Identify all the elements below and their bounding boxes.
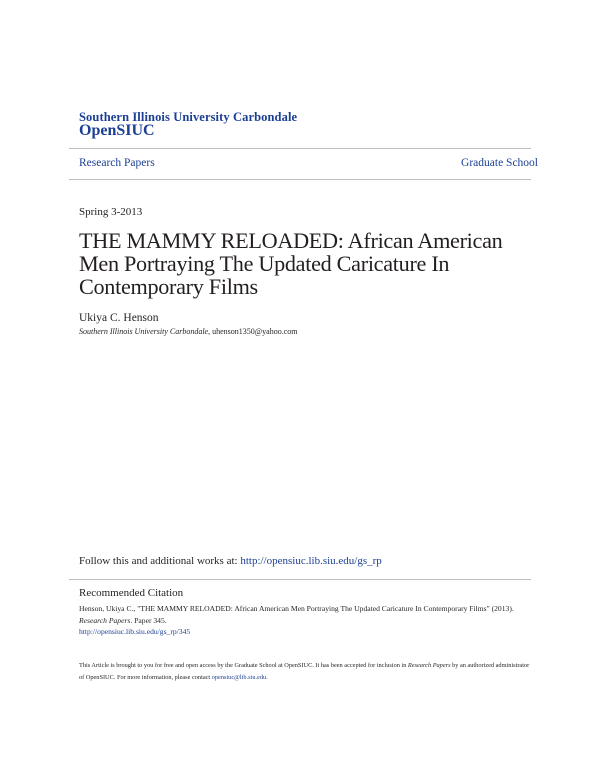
nav-divider [69,179,531,180]
citation-text [79,603,531,638]
follow-line [79,555,382,567]
institution-name: Southern Illinois University Carbondale [79,110,298,124]
notice-text-3: . [266,673,268,681]
citation-paper-number: . Paper 345. [130,615,167,625]
paper-title: THE MAMMY RELOADED: African American Men Portraying The Updated Caricature In Contemporary Films [79,228,503,299]
research-papers-link[interactable]: Research Papers [79,157,155,169]
graduate-school-link[interactable]: Graduate School [461,157,538,169]
notice-text-2: by an authorized administrator of OpenSIUC. For more information, please contact [79,662,530,681]
author-email: uhenson1350@yahoo.com [212,327,298,336]
citation-divider [69,579,531,580]
notice-collection: Research Papers [407,662,451,669]
follow-text: Follow this and additional works at: [79,555,241,567]
citation-series: Research Papers [79,615,131,625]
publication-date: Spring 3-2013 [79,206,143,218]
author-name: Ukiya C. Henson [79,312,159,324]
author-affiliation: Southern Illinois University Carbondale, uhenson1350@yahoo.com [79,327,298,336]
access-notice [79,660,531,683]
contact-email-link[interactable]: opensiuc@lib.siu.edu [211,673,267,681]
header-divider [69,148,531,149]
citation-heading: Recommended Citation [79,587,184,599]
collection-link[interactable]: http://opensiuc.lib.siu.edu/gs_rp [240,555,382,567]
citation-body: Henson, Ukiya C., "THE MAMMY RELOADED: African American Men Portraying The Updated Caricature In Contemporary Films" (2013). [79,604,514,613]
affiliation-name: Southern Illinois University Carbondale [79,327,209,336]
citation-link[interactable]: http://opensiuc.lib.siu.edu/gs_rp/345 [79,627,191,636]
repository-name[interactable]: OpenSIUC [79,122,155,139]
notice-text-1: This Article is brought to you for free and open access by the Graduate School at OpenSIUC. It has been accepted for inclusion in [79,662,408,669]
